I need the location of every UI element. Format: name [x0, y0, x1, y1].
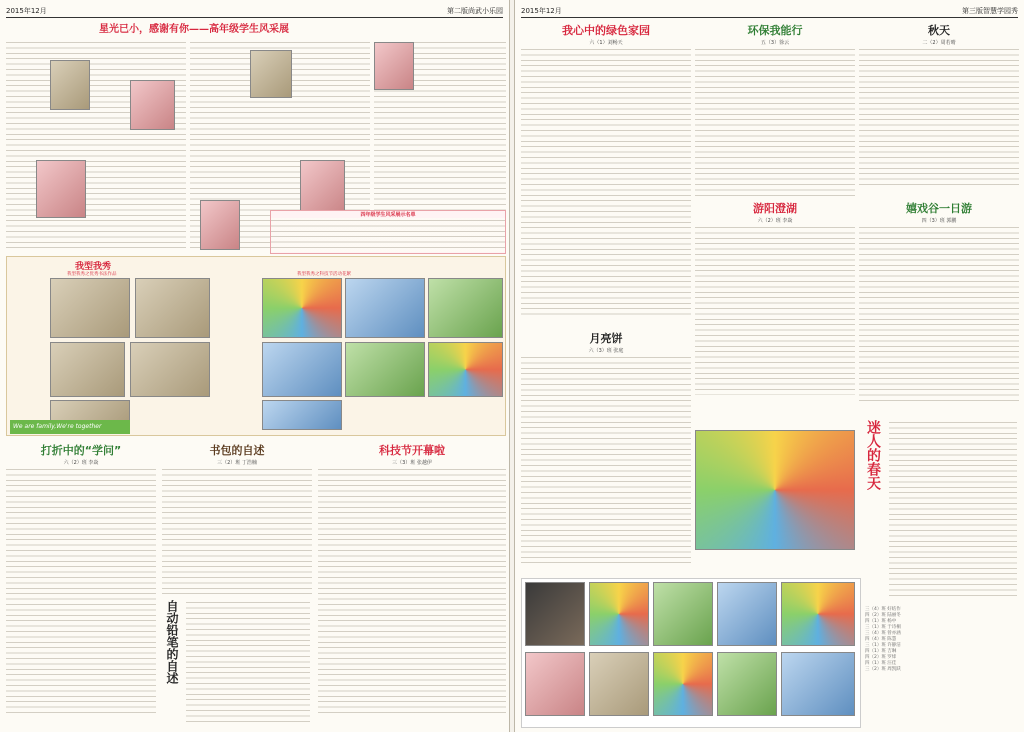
- calligraphy-photo-2: [135, 278, 210, 338]
- tech-photo-5: [345, 342, 425, 397]
- right-section-title: 第三版智慧学园秀: [962, 7, 1018, 15]
- gallery-item-7: [589, 652, 649, 716]
- tech-photo-4: [262, 342, 342, 397]
- student-photo-5: [300, 160, 345, 215]
- article-lake-title: 游阳澄湖: [753, 202, 797, 215]
- student-photo-7: [374, 42, 414, 90]
- article-discount-title: 打折中的“学问”: [40, 444, 122, 457]
- gallery-item-4: [717, 582, 777, 646]
- article-eco: [695, 22, 855, 202]
- caption-7: 三（1）班 许静洁: [865, 643, 901, 648]
- caption-4: 三（1）班 于诗桐: [865, 625, 901, 630]
- article-spring: [859, 420, 1019, 600]
- caption-6: 四（4）班 陈慧: [865, 637, 897, 642]
- tech-photo-3: [428, 278, 503, 338]
- feature-title-bar: [4, 20, 384, 36]
- article-lake-byline: 六（2）班 李焱: [757, 218, 793, 224]
- article-green-home: [521, 22, 691, 322]
- child-drawing: [695, 430, 855, 550]
- article-schoolbag-body: [162, 467, 312, 597]
- article-lake-body: [695, 225, 855, 395]
- student-photo-6: [200, 200, 240, 250]
- article-valley-body: [859, 225, 1019, 405]
- article-green-home-title: 我心中的绿色家园: [562, 24, 650, 37]
- student-list-title: 四年级学生风采展示名单: [360, 212, 416, 218]
- photo-wall-sub2: 我型我秀之科技节活动花絮: [297, 272, 351, 277]
- caption-1: 三（4）班 好结作: [865, 607, 901, 612]
- feature-title: 星光已小，感谢有你——高年级学生风采展: [99, 24, 289, 35]
- article-tech-festival-title: 科技节开幕啦: [379, 444, 445, 457]
- calligraphy-photo-1: [50, 278, 130, 338]
- tech-photo-1: [262, 278, 342, 338]
- article-spring-body: [889, 420, 1017, 596]
- caption-8: 四（1）班 吉琳: [865, 649, 897, 654]
- gallery-item-9: [717, 652, 777, 716]
- tech-photo-2: [345, 278, 425, 338]
- article-discount: [6, 442, 156, 726]
- tech-photo-6: [428, 342, 503, 397]
- article-green-home-body: [521, 47, 691, 317]
- article-pencil-title: 自动铅笔的自述: [165, 600, 179, 684]
- caption-10: 四（1）班 汪佳: [865, 661, 897, 666]
- article-lake: [695, 200, 855, 400]
- article-mooncake-byline: 六（3）班 张庭: [588, 348, 624, 354]
- article-autumn-title: 秋天: [928, 24, 950, 37]
- calligraphy-photo-3: [50, 342, 125, 397]
- right-page-header: [521, 2, 1018, 18]
- student-list: [270, 210, 506, 254]
- gallery-item-1: [525, 582, 585, 646]
- article-autumn-body: [859, 47, 1019, 187]
- tech-photo-7: [262, 400, 342, 430]
- gallery-item-10: [781, 652, 855, 716]
- article-valley: [859, 200, 1019, 410]
- caption-11: 三（2）班 周凯跃: [865, 667, 901, 672]
- feature-text-1: [6, 40, 186, 250]
- gallery-captions: [865, 606, 1021, 728]
- article-tech-festival: [318, 442, 506, 726]
- calligraphy-photo-4: [130, 342, 210, 397]
- student-list-names: [271, 218, 505, 252]
- article-tech-festival-byline: 三（3）班 张越伊: [392, 460, 432, 466]
- article-pencil: [162, 600, 312, 726]
- article-autumn-byline: 二（2）周若晴: [922, 40, 956, 46]
- right-date: 2015年12月: [521, 7, 562, 15]
- caption-5: 三（4）班 曾亦涵: [865, 631, 901, 636]
- gallery-item-2: [589, 582, 649, 646]
- article-tech-festival-body: [318, 467, 506, 717]
- student-photo-1: [130, 80, 175, 130]
- article-mooncake: [521, 330, 691, 570]
- article-eco-byline: 五（3）徐云: [760, 40, 790, 46]
- gallery-item-3: [653, 582, 713, 646]
- article-discount-byline: 六（2）班 李焱: [63, 460, 99, 466]
- caption-9: 四（2）班 罗烽: [865, 655, 897, 660]
- article-green-home-byline: 六（1）刘畅天: [589, 40, 623, 46]
- article-mooncake-body: [521, 355, 691, 565]
- student-photo-4: [250, 50, 292, 98]
- left-page: [0, 0, 510, 732]
- family-banner: We are family,We're together: [10, 420, 130, 434]
- article-schoolbag-byline: 三（2）班 丁浩楠: [217, 460, 257, 466]
- article-valley-byline: 四（3）班 郭鹏: [921, 218, 957, 224]
- photo-wall-title: 我型我秀: [75, 262, 112, 272]
- left-date: 2015年12月: [6, 7, 47, 15]
- caption-2: 四（2）班 陆丽冬: [865, 613, 901, 618]
- article-discount-body: [6, 467, 156, 717]
- left-section-title: 第二版尚武小乐园: [447, 7, 503, 15]
- article-pencil-body: [186, 600, 310, 724]
- feature-column-1: [6, 40, 186, 250]
- gallery-item-5: [781, 582, 855, 646]
- article-eco-title: 环保我能行: [747, 24, 803, 37]
- gallery-item-8: [653, 652, 713, 716]
- student-photo-2: [36, 160, 86, 218]
- right-page: [514, 0, 1024, 732]
- left-page-header: [6, 2, 503, 18]
- photo-wall-sub1: 我型我秀之优秀书法作品: [67, 272, 117, 277]
- gallery-item-6: [525, 652, 585, 716]
- article-eco-body: [695, 47, 855, 197]
- article-mooncake-title: 月亮饼: [589, 332, 623, 345]
- article-schoolbag-title: 书包的自述: [209, 444, 265, 457]
- article-autumn: [859, 22, 1019, 192]
- article-spring-title: 迷人的春天: [865, 420, 881, 490]
- article-valley-title: 嬉戏谷一日游: [906, 202, 972, 215]
- caption-3: 四（1）班 杨中: [865, 619, 897, 624]
- student-photo-3: [50, 60, 90, 110]
